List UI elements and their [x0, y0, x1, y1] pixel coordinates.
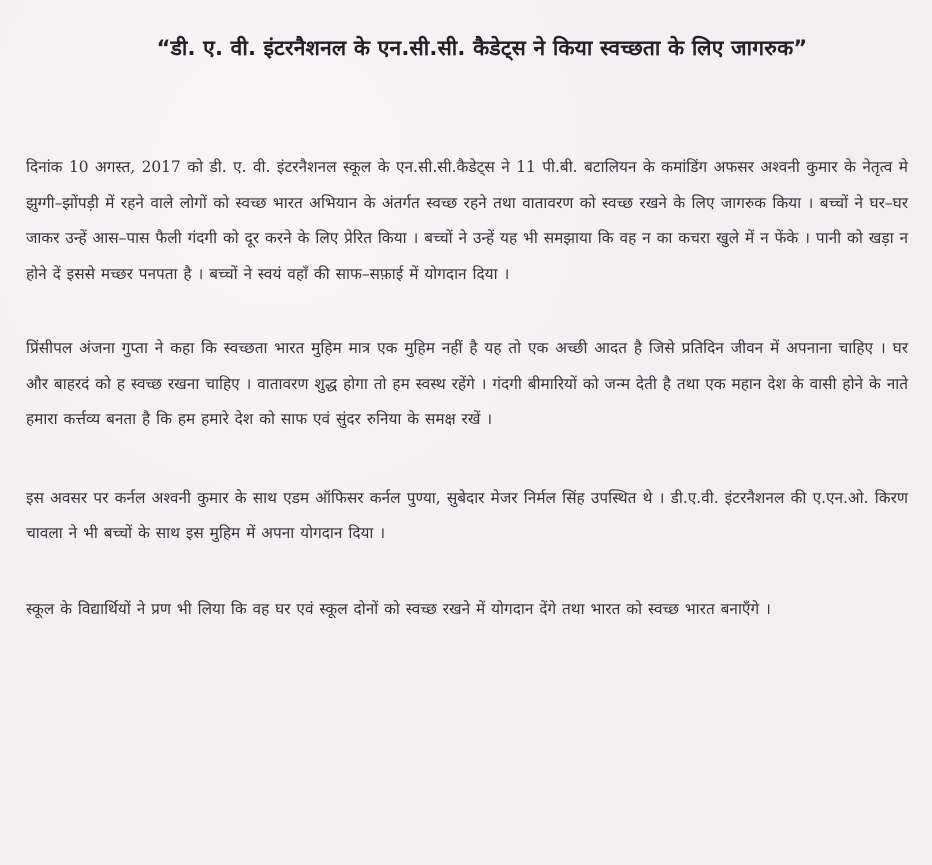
paragraph-student-pledge: स्कूल के विद्यार्थियों ने प्रण भी लिया कि वह घर एवं स्कूल दोनों को स्वच्छ रखने में योगदान देंगे तथा भारत को स्वच्छ भारत बनाएँगे । — [26, 599, 771, 618]
document-title: “डी. ए. वी. इंटरनैशनल के एन.सी.सी. कैडेट्स ने किया स्वच्छता के लिए जागरुक” — [156, 36, 808, 60]
paragraph-attendees: इस अवसर पर कर्नल अश्वनी कुमार के साथ एडम ऑफिसर कर्नल पुण्या, सुबेदार मेजर निर्मल सिंह उपस्थित थे । डी.ए.वी. इंटरनैशनल की ए.एन.ओ. किरण चावला ने भी बच्चों के साथ इस मुहिम में अपना योगदान दिया । — [26, 488, 908, 542]
paragraph-event-description: दिनांक 10 अगस्त, 2017 को डी. ए. वी. इंटरनैशनल स्कूल के एन.सी.सी.कैडेट्स ने 11 पी.बी. बटालियन के कमांडिंग अफसर अश्वनी कुमार के नेतृत्व मे झुग्गी–झोंपड़ी में रहने वाले लोगों को स्वच्छ भारत अभियान के अंतर्गत स्वच्छ रहने तथा वातावरण को स्वच्छ रखने के लिए जागरुक किया । बच्चों ने घर–घर जाकर उन्हें आस–पास फैली गंदगी को दूर करने के लिए प्रेरित किया । बच्चों ने उन्हें यह भी समझाया कि वह न का कचरा खुले में न फेंके । पानी को खड़ा न होने दें इससे मच्छर पनपता है । बच्चों ने स्वयं वहाँ की साफ–सफ़ाई में योगदान दिया । — [26, 158, 908, 283]
paragraph-principal-statement: प्रिंसीपल अंजना गुप्ता ने कहा कि स्वच्छता भारत मुहिम मात्र एक मुहिम नहीं है यह तो एक अच्छी आदत है जिसे प्रतिदिन जीवन में अपनाना चाहिए । घर और बाहरदं को ह स्वच्छ रखना चाहिए । वातावरण शुद्ध होगा तो हम स्वस्थ रहेंगे । गंदगी बीमारियों को जन्म देती है तथा एक महान देश के वासी होने के नाते हमारा कर्त्तव्य बनता है कि हम हमारे देश को साफ एवं सुंदर रुनिया के समक्ष रखें । — [26, 339, 908, 428]
document-body — [26, 150, 908, 627]
